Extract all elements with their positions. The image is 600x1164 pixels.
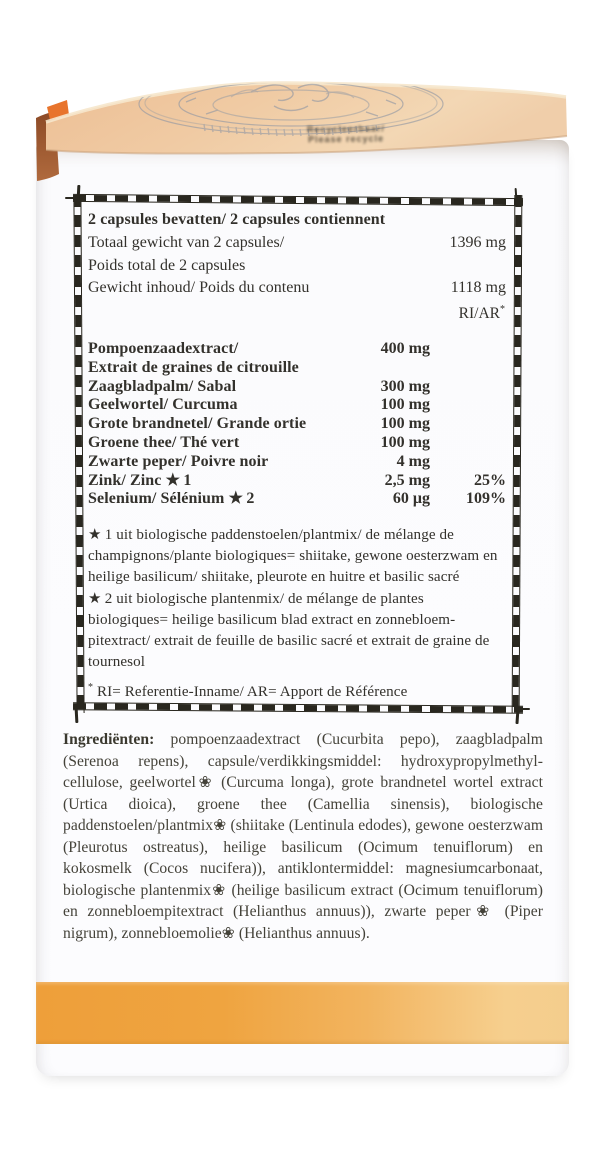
ingredients-paragraph: [63, 729, 543, 944]
flap-recycle-line1: Recycleerbaar/: [306, 123, 386, 135]
nutrient-amount: 100 mg: [380, 396, 430, 414]
nutrient-label: Zink/ Zinc ★ 1: [88, 471, 192, 489]
content-weight-row: [88, 277, 506, 300]
nutrient-row: [88, 434, 506, 453]
nutrient-label: Geelwortel/ Curcuma: [88, 396, 238, 414]
total-weight-row-fr: [88, 255, 506, 278]
nutrient-label: Pompoenzaadextract/: [88, 339, 239, 357]
nutrient-row: [88, 396, 506, 415]
total-weight-value: 1396 mg: [449, 234, 506, 251]
nutrient-amount: 400 mg: [380, 339, 430, 357]
box-bottom-edge: [36, 1044, 569, 1076]
nutrient-label: Zwarte peper/ Poivre noir: [88, 452, 269, 470]
box-front-panel: [36, 140, 569, 1076]
nutrient-row: [88, 453, 506, 472]
nutrient-amount: 60 μg: [392, 490, 430, 508]
nutrient-percent: [430, 396, 506, 415]
ingredients-label: Ingrediënten:: [63, 731, 155, 748]
nutrient-row: [88, 340, 506, 359]
serving-header: 2 capsules bevatten/ 2 capsules contiennent: [88, 211, 386, 228]
nutrient-percent: 25%: [474, 471, 506, 489]
nutrient-amount: 2,5 mg: [384, 471, 430, 489]
ri-ar-header: RI/AR*: [458, 303, 505, 322]
nutrient-row: [88, 378, 506, 397]
ri-ar-asterisk: *: [500, 303, 505, 315]
nutrient-amount: 4 mg: [396, 452, 430, 470]
golden-stripe: [36, 982, 569, 1044]
nutrient-row: [88, 490, 506, 509]
nutrient-label: Extrait de graines de citrouille: [88, 358, 299, 376]
total-weight-label-fr: Poids total de 2 capsules: [88, 256, 246, 274]
nutrient-percent: [430, 340, 506, 359]
nutrient-row: [88, 472, 506, 491]
nutrient-percent: [430, 415, 506, 434]
footnote-star1: ★ 1 uit biologische paddenstoelen/plantmix/ de mélange de champignons/plante biologiques= shiitake, gewone oesterzwam en heilige basilicum/ shiitake, pleurote en huitre et basilic sacré: [88, 527, 498, 585]
nutrient-label: Zaagbladpalm/ Sabal: [88, 377, 237, 395]
nutrient-row: [88, 359, 506, 378]
nutrient-percent: [430, 434, 506, 453]
nutrient-amount: [342, 359, 430, 378]
nutrient-label: Selenium/ Sélénium ★ 2: [88, 490, 255, 508]
nutrient-label: Groene thee/ Thé vert: [88, 433, 240, 451]
footnote-asterisk: *: [88, 682, 94, 694]
footnote-ri-ar: * RI= Referentie-Inname/ AR= Apport de Référence: [88, 682, 408, 701]
nutrient-percent: [430, 378, 506, 397]
nutrient-label: Grote brandnetel/ Grande ortie: [88, 415, 307, 433]
nutrient-amount: 300 mg: [380, 377, 430, 395]
nutrient-amount: 100 mg: [380, 415, 430, 433]
flap-recycle-line2: Please recycle: [307, 133, 385, 145]
nutrient-rows: [88, 340, 506, 509]
footnote-star2: ★ 2 uit biologische plantenmix/ de mélange de plantes biologiques= heilige basilicum blad extract en zonnebloempitextract/ extrait de feuille de basilic sacré et extrait de graine de tournesol: [88, 590, 490, 670]
nutrient-row: [88, 415, 506, 434]
nutrient-percent: [430, 359, 506, 378]
nutrition-table-frame: [75, 196, 521, 712]
nutrient-amount: 100 mg: [380, 433, 430, 451]
total-weight-label: Totaal gewicht van 2 capsules/: [88, 234, 285, 251]
nutrition-panel: [75, 196, 521, 712]
box-lid: [36, 62, 569, 194]
content-weight-value: 1118 mg: [450, 279, 506, 297]
ingredients-text: pompoenzaadextract (Cucurbita pepo), zaagbladpalm (Serenoa repens), capsule/verdikkingsmiddel: hydroxypropylmethylcellulose, geelwortel❀ (Curcuma longa), grote brandnetel wortel extract (Urtica dioica), groene thee (Camellia sinensis), biologische paddenstoelen/plantmix❀ (shiitake (Lentinula edodes), gewone oesterzwam (Pleurotus ostreatus), heilige basilicum (Ocimum tenuiflorum) en kokosmelk (Cocos nucifera)), antiklontermiddel: magnesiumcarbonaat, biologische plantenmix❀ (heilige basilicum extract (Ocimum tenuiflorum) en zonnebloempitextract (Helianthus annuus)), zwarte peper❀ (Piper nigrum), zonnebloemolie❀ (Helianthus annuus).: [63, 731, 543, 942]
nutrient-percent: 109%: [466, 490, 506, 508]
nutrient-percent: [430, 453, 506, 472]
total-weight-row: [88, 232, 506, 255]
content-weight-label: Gewicht inhoud/ Poids du contenu: [88, 279, 310, 297]
footnotes: [88, 525, 506, 703]
